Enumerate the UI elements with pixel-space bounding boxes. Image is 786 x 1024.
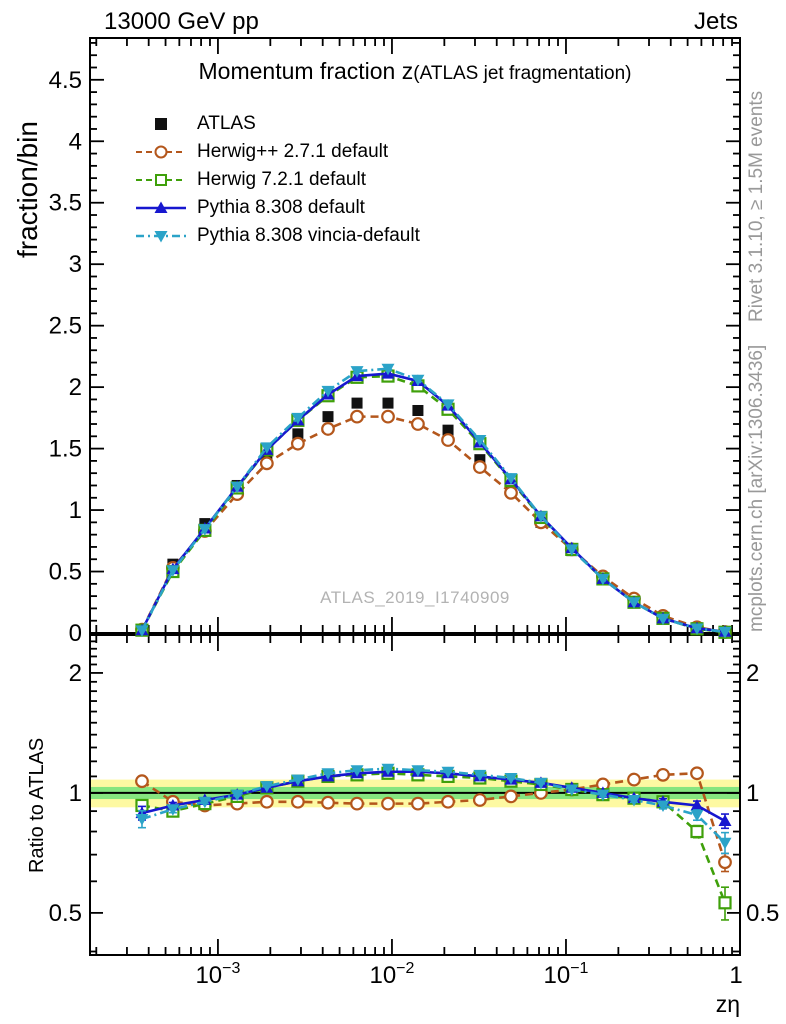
legend-swatch-pythia-default — [135, 199, 187, 217]
top-panel-y-tick-label: 3.5 — [48, 189, 82, 217]
legend-swatch-atlas — [135, 115, 187, 133]
top-panel-y-tick-label: 3 — [68, 251, 82, 279]
rivet-version-note: Rivet 3.1.10, ≥ 1.5M events — [746, 90, 767, 322]
data-point-marker — [474, 461, 486, 473]
top-panel-y-tick-label: 2 — [68, 374, 82, 402]
data-point-marker — [442, 796, 454, 808]
plot-title — [90, 58, 740, 85]
top-panel-y-tick-label: 4 — [68, 128, 82, 156]
data-point-marker — [474, 794, 486, 806]
data-point-marker — [719, 856, 731, 868]
data-point-marker — [351, 798, 363, 810]
data-point-marker — [351, 411, 363, 423]
ratio-panel-y-tick-label-right: 0.5 — [746, 899, 780, 927]
x-axis-tick-label: 1 — [729, 962, 743, 989]
top-panel-y-axis-title: fraction/bin — [12, 121, 43, 258]
data-point-marker — [505, 791, 517, 803]
ratio-panel-y-tick-label-left: 1 — [68, 779, 82, 807]
legend-swatch-pythia-vincia — [135, 227, 187, 245]
top-panel-y-tick-label: 1.5 — [48, 435, 82, 463]
legend-item-pythia-default — [135, 194, 420, 222]
data-point-marker — [292, 438, 304, 450]
top-panel-y-tick-label: 4.5 — [48, 66, 82, 94]
analysis-group-label: Jets — [693, 8, 738, 35]
data-point-marker — [691, 767, 703, 779]
data-point-marker — [505, 487, 517, 499]
legend-swatch-herwigpp — [135, 143, 187, 161]
data-point-marker — [135, 814, 148, 826]
data-point-marker — [322, 797, 334, 809]
data-point-marker — [322, 411, 333, 422]
legend-swatch-herwig7 — [135, 171, 187, 189]
data-point-marker — [322, 423, 334, 435]
legend — [135, 110, 420, 250]
x-axis-tick-label: $10^{-2}$ — [369, 960, 415, 989]
legend-item-label: Pythia 8.308 vincia-default — [197, 225, 420, 246]
open-circle-marker-icon — [156, 147, 167, 158]
data-point-marker — [628, 774, 640, 786]
data-point-marker — [383, 398, 394, 409]
top-panel-y-tick-label: 2.5 — [48, 312, 82, 340]
ratio-panel-y-tick-label-left: 0.5 — [48, 899, 82, 927]
plot-title-sub: (ATLAS jet fragmentation) — [413, 63, 632, 84]
legend-item-atlas — [135, 110, 420, 138]
filled-square-marker-icon — [155, 118, 167, 130]
legend-item-pythia-vincia — [135, 222, 420, 250]
legend-item-label: Herwig++ 2.7.1 default — [197, 141, 389, 162]
data-point-marker — [412, 798, 424, 810]
mcplots-reference-note: mcplots.cern.ch [arXiv:1306.3436] — [746, 344, 767, 632]
data-point-marker — [442, 434, 454, 446]
plot-title-main: Momentum fraction z — [198, 58, 414, 84]
data-point-marker — [292, 796, 304, 808]
beam-energy-label: 13000 GeV pp — [104, 8, 259, 35]
data-point-marker — [657, 769, 669, 781]
data-point-marker — [720, 897, 731, 908]
x-axis-title: zη — [715, 991, 740, 1017]
data-point-marker — [261, 458, 273, 470]
legend-item-label: Pythia 8.308 default — [197, 197, 365, 218]
data-point-marker — [136, 775, 148, 787]
x-axis-tick-label: $10^{-3}$ — [195, 960, 241, 989]
data-point-marker — [719, 815, 732, 827]
top-panel-y-tick-label: 0.5 — [48, 558, 82, 586]
legend-item-label: Herwig 7.2.1 default — [197, 169, 366, 190]
ratio-panel-y-axis-title: Ratio to ATLAS — [26, 737, 48, 873]
ratio-panel-y-tick-label-left: 2 — [68, 659, 82, 687]
legend-item-herwig7 — [135, 166, 420, 194]
open-square-marker-icon — [156, 175, 166, 185]
data-point-marker — [382, 411, 394, 423]
data-point-marker — [691, 826, 702, 837]
data-point-marker — [382, 798, 394, 810]
legend-item-herwigpp — [135, 138, 420, 166]
x-axis-tick-label: $10^{-1}$ — [543, 960, 589, 989]
data-point-marker — [261, 796, 273, 808]
ratio-panel-y-tick-label-right: 2 — [746, 659, 760, 687]
data-point-marker — [352, 398, 363, 409]
legend-item-label: ATLAS — [197, 113, 256, 134]
ratio-panel-y-tick-label-right: 1 — [746, 779, 760, 807]
data-point-marker — [412, 418, 424, 430]
data-point-marker — [412, 405, 423, 416]
top-panel-y-tick-label: 1 — [68, 497, 82, 525]
analysis-id-watermark: ATLAS_2019_I1740909 — [320, 588, 510, 607]
top-panel-y-tick-label: 0 — [68, 620, 82, 647]
